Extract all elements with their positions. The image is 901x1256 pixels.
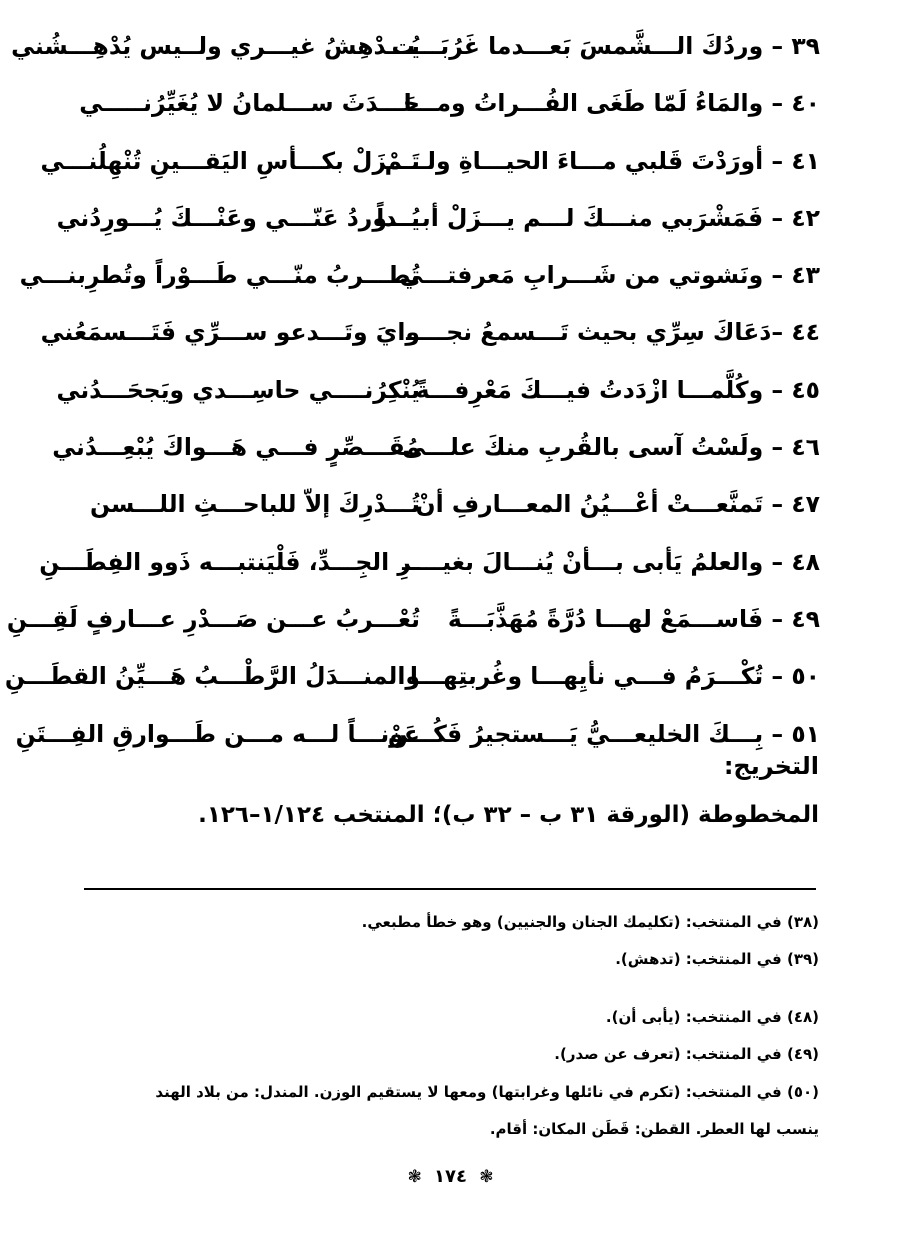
footnote-line: (٥٠) في المنتخب: (تكرم في نائلها وغرابتها) ومعها لا يستقيم الوزن. المندل: من بلاد الهند [155,1083,819,1101]
verse-second-hemistich: تُطـــربُ منّـــي طَـــوْراً وتُطرِبنـــي [19,261,420,290]
verse-second-hemistich: عَونـــاً لـــه مـــن طَـــوارقِ الفِـــتَنِ [15,719,420,748]
verse-row [15,716,820,773]
verse-row [4,658,820,715]
verse-first-hemistich: ٤٩ – فَاســـمَعْ لهـــا دُرَّةً مُهَذَّبَـــةً [447,604,820,633]
verse-first-hemistich: ٤٥ – وكُلَّمـــا ازْدَدتُ فيـــكَ مَعْرِفـــةً [415,375,820,404]
verse-first-hemistich: ٥٠ – تُكْـــرَمُ فـــي نأيِهـــا وغُربتِهـــا [409,662,820,691]
footnote-line: (٣٩) في المنتخب: (تدهش). [615,950,819,968]
verse-row [70,85,820,142]
verse-first-hemistich: ٤٢ – فَمَشْرَبي منـــكَ لـــم يـــزَلْ أبـــداً [376,203,820,232]
verse-row [6,601,820,658]
verse-row [56,200,820,257]
footnote-line: (٣٨) في المنتخب: (تكليمك الجنان والجنيين) وهو خطأ مطبعي. [361,913,819,931]
verse-second-hemistich: وايَ وتَـــدعو ســـرِّي فَتَـــسمَعُني [40,318,420,347]
verse-first-hemistich: ٣٩ – وردُكَ الـــشَّمسَ بَعـــدما غَرُبَـــت [391,32,820,60]
verse-row [39,544,820,601]
verse-row [19,257,820,314]
verse-second-hemistich: يُـــوردُ عَنّـــي وعَنْـــكَ يُـــورِدُني [56,203,420,232]
verse-row [56,372,820,429]
footnote-line: ينسب لها العطر. القطن: قَطَن المكان: أقام. [489,1120,819,1138]
verse-row [40,143,820,200]
ornament-icon: ❃ [407,1167,422,1187]
verse-first-hemistich: ٤٤ –دَعَاكَ سِرِّي بحيث تَـــسمعُ نجـــــ [406,318,820,347]
verse-first-hemistich: ٤١ – أورَدْتَ قَلبي مـــاءَ الحيـــاةِ ولـــمْ [384,146,820,175]
verse-second-hemistich: مُقَـــصِّرٍ فـــي هَـــواكَ يُبْعِـــدُني [52,433,420,462]
verse-second-hemistich: يُـــدْهِشُ غيـــري ولــيس يُدْهِـــشُني [11,32,420,60]
page-number [0,1166,901,1187]
verse-first-hemistich: ٤٦ – ولَسْتُ آسى بالقُربِ منكَ علـــى [402,433,820,462]
verse-row [11,28,820,85]
footnote-line: (٤٨) في المنتخب: (يأبى أن). [605,1008,819,1026]
verse-first-hemistich: ٥١ – بِـــكَ الخليعـــيُّ يَـــستجيرُ فَكُـــنْ [387,719,820,748]
verse-first-hemistich: ٤٠ – والمَاءُ لَمّا طَغَى الفُـــراتُ ومـــا [403,89,820,118]
footnote-divider [84,888,816,890]
verse-second-hemistich: حَـــدَثَ ســـلمانُ لا يُغَيِّرُنـــــي [79,89,420,118]
verse-second-hemistich: تُعْـــربُ عـــن صَـــدْرِ عـــارفٍ لَقِـــنِ [6,604,420,633]
verse-second-hemistich: تَـــزَلْ بكـــأسِ اليَقـــينِ تُنْهِلُنـــي [40,146,420,175]
takhrij-text: المخطوطة (الورقة ٣١ ب – ٣٢ ب)؛ المنتخب ١/١٢٤–١٢٦. [198,802,819,828]
verse-second-hemistich: يُنْكِرُنــــي حاسِـــدي ويَجحَـــدُني [56,375,420,404]
verse-row [40,314,820,371]
page-number-value: ١٧٤ [434,1166,467,1187]
verse-first-hemistich: ٤٧ – تَمنَّعـــتْ أعْـــيُنُ المعـــارفِ أنْ [415,490,820,519]
footnote-line: (٤٩) في المنتخب: (تعرف عن صدر). [554,1045,819,1063]
verse-second-hemistich: تُـــدْرِكَ إلاّ للباحـــثِ اللـــسن [89,490,420,519]
verse-row [52,429,820,486]
verse-first-hemistich: ٤٣ – ونَشوتي من شَـــرابِ مَعرفتـــي [399,261,820,290]
takhrij-heading: التخريج: [723,752,819,780]
verse-second-hemistich: والمنـــدَلُ الرَّطْـــبُ هَـــيِّنُ القطَـــنِ [4,662,420,691]
verse-second-hemistich: ـرِ الجِـــدِّ، فَلْيَنتبـــه ذَوو الفِطَـــنِ [39,547,420,576]
verses-block [4,28,820,773]
verse-first-hemistich: ٤٨ – والعلمُ يَأبى بـــأنْ يُنـــالَ بغيـــــ [402,547,820,576]
verse-row [70,486,820,543]
ornament-icon: ❃ [479,1167,494,1187]
